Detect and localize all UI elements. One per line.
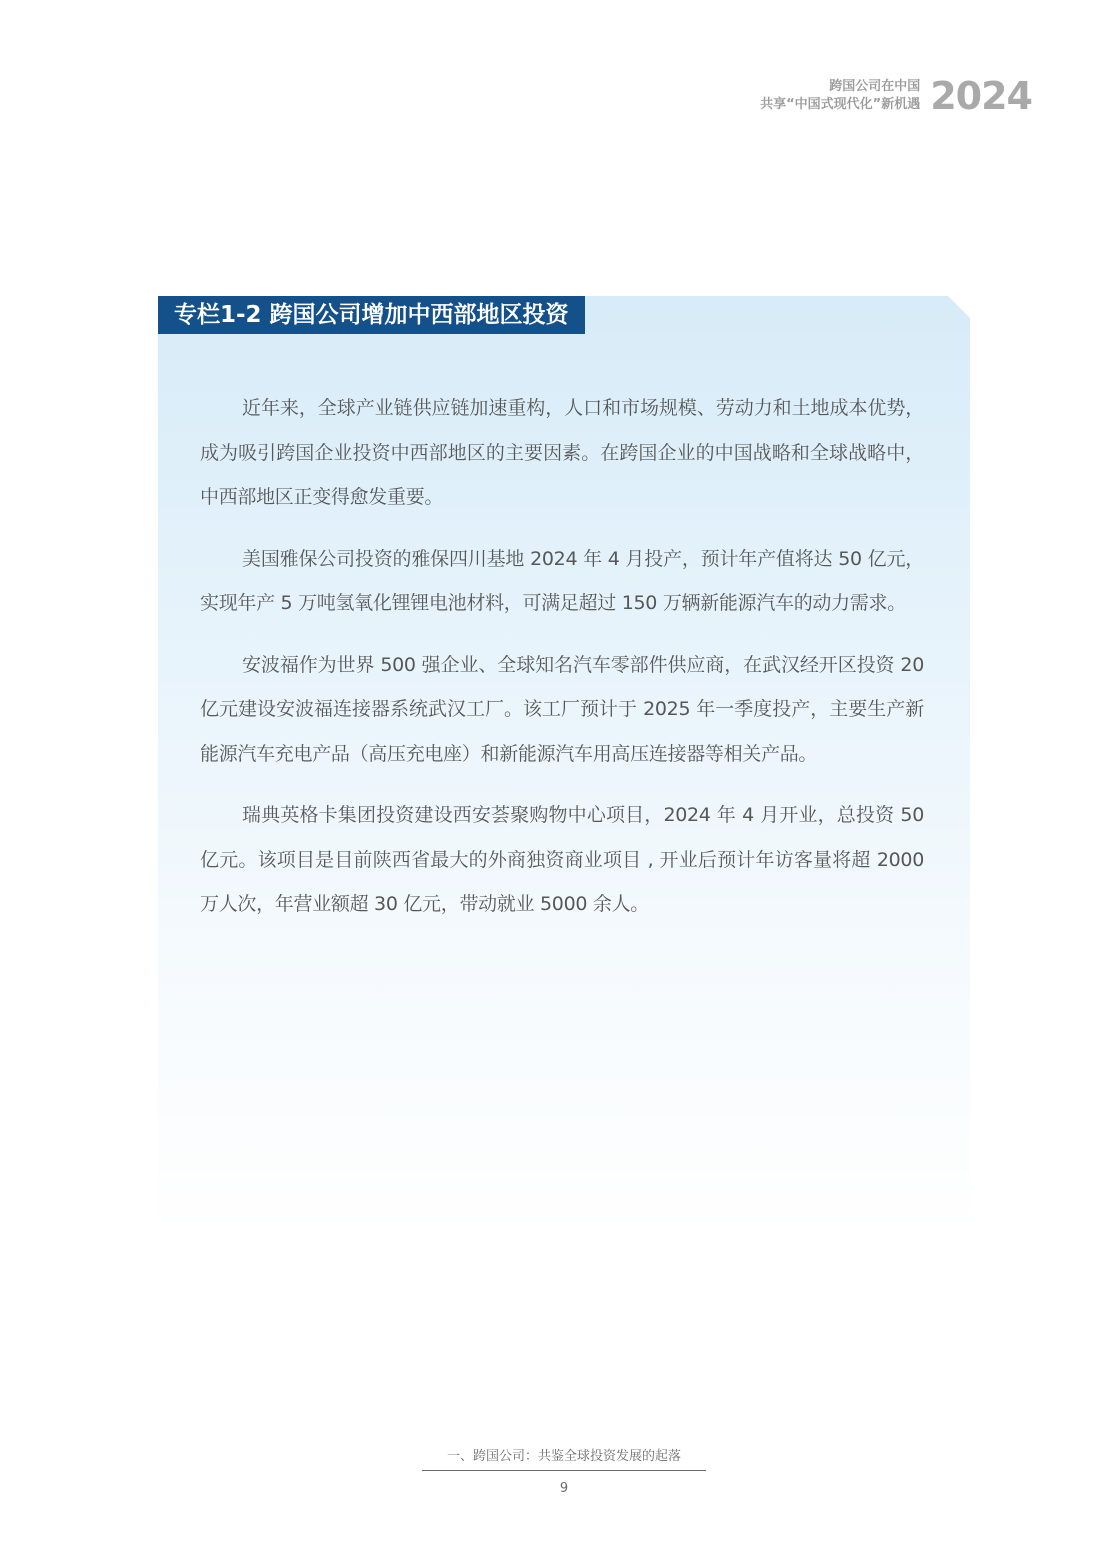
paragraph-2: 美国雅保公司投资的雅保四川基地 2024 年 4 月投产，预计年产值将达 50 亿元，实现年产 5 万吨氢氧化锂锂电池材料，可满足超过 150 万辆新能源汽车的动力需求。 (200, 547, 924, 614)
header-line2: 共享“中国式现代化”新机遇 (760, 97, 921, 112)
paragraph-3: 安波福作为世界 500 强企业、全球知名汽车零部件供应商，在武汉经开区投资 20 亿元建设安波福连接器系统武汉工厂。该工厂预计于 2025 年一季度投产，主要生产新能源汽车充电产品（高压充电座）和新能源汽车用高压连接器等相关产品。 (200, 653, 924, 765)
header-year: 2024 (930, 74, 1032, 118)
paragraph-4: 瑞典英格卡集团投资建设西安荟聚购物中心项目，2024 年 4 月开业，总投资 50 亿元。该项目是目前陕西省最大的外商独资商业项目 , 开业后预计年访客量将超 2000 万人次，年营业额超 30 亿元，带动就业 5000 余人。 (200, 804, 924, 915)
header-text-block (760, 78, 920, 114)
column-box-title: 专栏1-2 跨国公司增加中西部地区投资 (158, 296, 585, 334)
header-line1: 跨国公司在中国 (829, 79, 921, 94)
page-footer (422, 1446, 706, 1496)
page-header (760, 74, 1032, 118)
page-number: 9 (559, 1481, 569, 1496)
footer-section-title: 一、跨国公司：共鉴全球投资发展的起落 (422, 1446, 706, 1471)
column-box-content (200, 386, 924, 944)
paragraph-1: 近年来，全球产业链供应链加速重构，人口和市场规模、劳动力和土地成本优势，成为吸引跨国企业投资中西部地区的主要因素。在跨国企业的中国战略和全球战略中，中西部地区正变得愈发重要。 (200, 397, 924, 508)
